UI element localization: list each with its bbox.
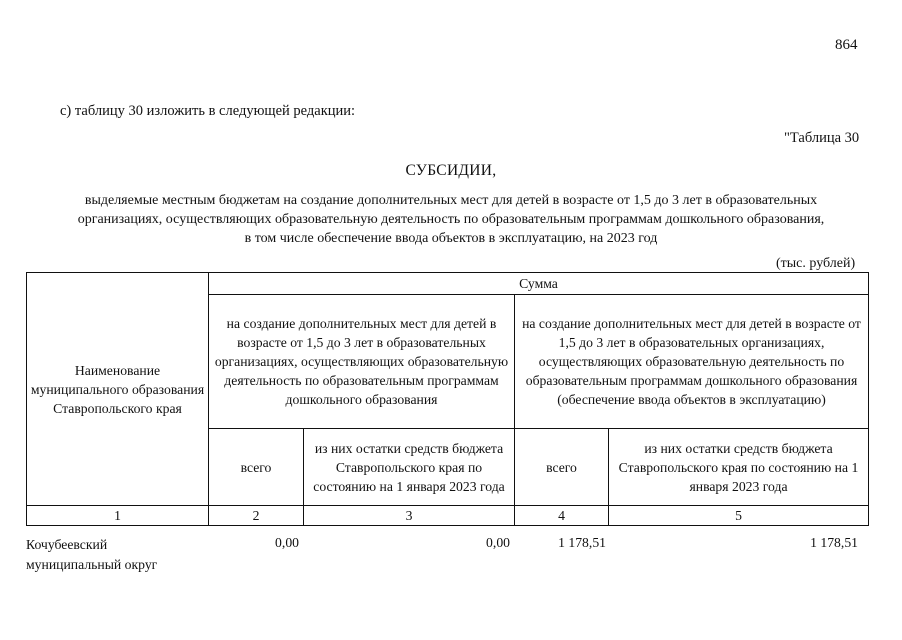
document-title: СУБСИДИИ, [405,162,497,179]
header-remainder-2: из них остатки средств бюджета Ставропольского края по состоянию на 1 января 2023 года [609,429,869,506]
intro-text: с) таблицу 30 изложить в следующей редакции: [60,103,356,119]
header-total-2: всего [515,429,609,506]
header-remainder-1: из них остатки средств бюджета Ставропольского края по состоянию на 1 января 2023 года [304,429,515,506]
value-total-1: 0,00 [275,535,299,550]
value-total-2: 1 178,51 [558,535,606,550]
header-total-1: всего [209,429,304,506]
municipality-name [26,535,208,575]
municipality-name-line: муниципальный округ [26,557,158,572]
units-label: (тыс. рублей) [776,256,856,271]
table-label: "Таблица 30 [784,130,860,146]
subtitle-line: выделяемые местным бюджетам на создание дополнительных мест для детей в возрасте от 1,5 до 3 лет в образовательных [84,193,818,208]
value-remainder-1: 0,00 [486,535,510,550]
header-group-commissioning: на создание дополнительных мест для детей в возрасте от 1,5 до 3 лет в образовательных организациях, осуществляющих образовательную деятельность по образовательным программам дошкольного образования (обеспечение ввода объектов в эксплуатацию) [515,295,869,429]
header-sum: Сумма [209,273,869,295]
value-remainder-2: 1 178,51 [810,535,858,550]
header-group-creation: на создание дополнительных мест для детей в возрасте от 1,5 до 3 лет в образовательных организациях, осуществляющих образовательную деятельность по образовательным программам дошкольного образования [209,295,515,429]
column-number: 4 [515,506,609,526]
municipality-name-line: Кочубеевский [26,537,108,552]
column-number: 3 [304,506,515,526]
column-number: 1 [27,506,209,526]
column-number: 2 [209,506,304,526]
subtitle-line: организациях, осуществляющих образовательную деятельность по образовательным программам дошкольного образования, [77,212,825,227]
subsidy-table [26,272,869,526]
subtitle-line: в том числе обеспечение ввода объектов в эксплуатацию, на 2023 год [244,231,658,246]
page-number: 864 [835,37,858,53]
document-subtitle [22,191,880,248]
column-number: 5 [609,506,869,526]
header-municipality: Наименование муниципального образования Ставропольского края [27,273,209,506]
